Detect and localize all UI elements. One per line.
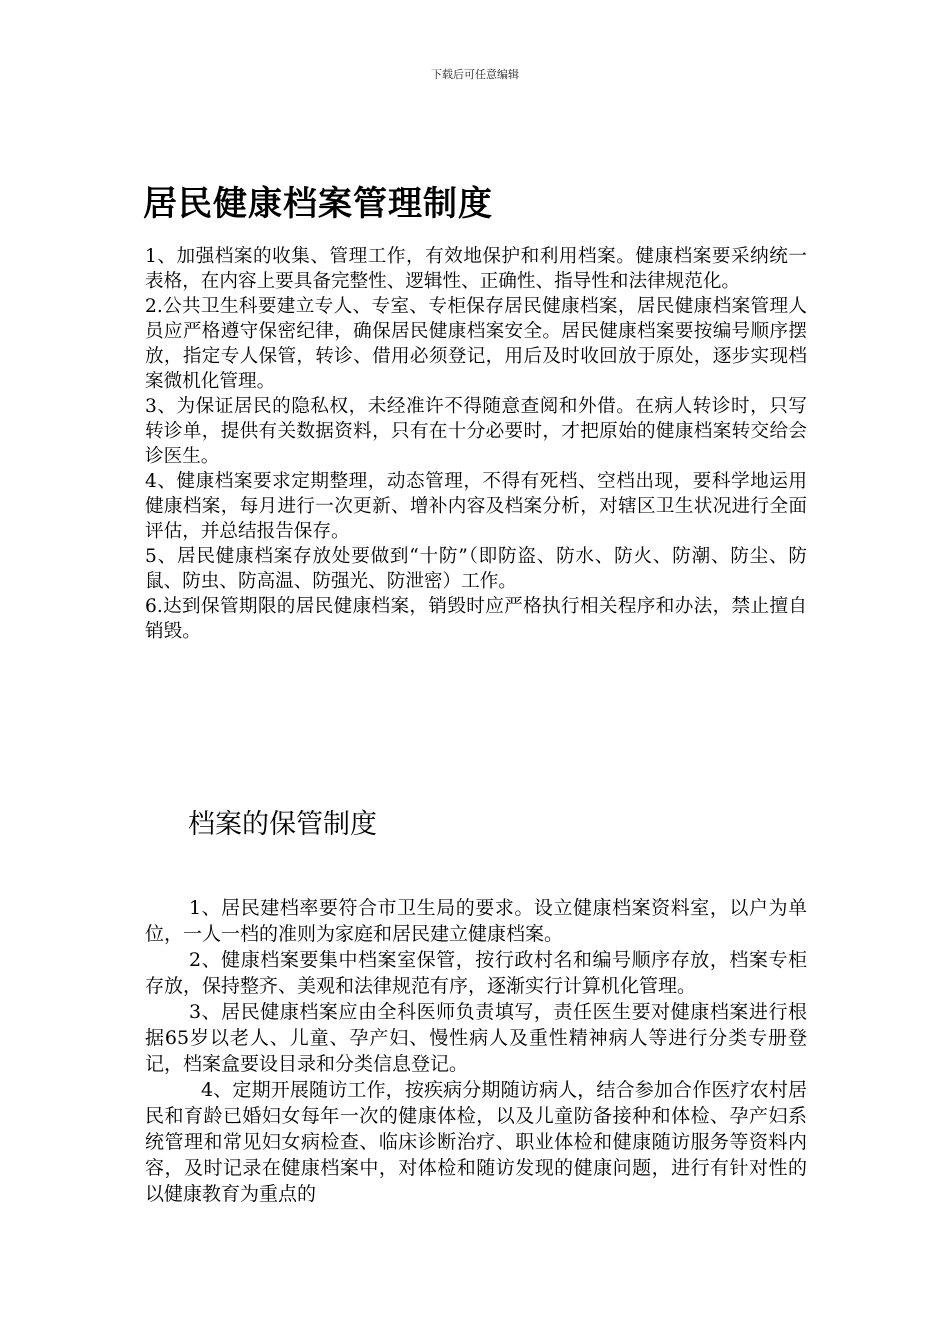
paragraph: 5、居民健康档案存放处要做到“十防”（即防盗、防水、防火、防潮、防尘、防鼠、防虫、防高温、防强光、防泄密）工作。 — [145, 546, 807, 592]
paragraph: 3、为保证居民的隐私权，未经准许不得随意查阅和外借。在病人转诊时，只写转诊单，提供有关数据资料，只有在十分必要时，才把原始的健康档案转交给会诊医生。 — [145, 396, 807, 467]
section-storage-rules — [145, 895, 807, 1207]
paragraph: 2.公共卫生科要建立专人、专室、专柜保存居民健康档案，居民健康档案管理人员应严格遵守保密纪律，确保居民健康档案安全。居民健康档案要按编号顺序摆放，指定专人保管，转诊、借用必须登记，用后及时收回放于原处，逐步实现档案微机化管理。 — [145, 296, 807, 392]
paragraph: 1、加强档案的收集、管理工作，有效地保护和利用档案。健康档案要采纳统一表格，在内容上要具备完整性、逻辑性、正确性、指导性和法律规范化。 — [145, 246, 807, 292]
paragraph: 4、健康档案要求定期整理，动态管理，不得有死档、空档出现，要科学地运用健康档案，每月进行一次更新、增补内容及档案分析，对辖区卫生状况进行全面评估，并总结报告保存。 — [145, 471, 807, 542]
paragraph: 2、健康档案要集中档案室保管，按行政村名和编号顺序存放，档案专柜存放，保持整齐、美观和法律规范有序，逐渐实行计算机化管理。 — [145, 949, 807, 997]
header-note: 下载后可任意编辑 — [431, 68, 519, 81]
section-management-rules — [145, 244, 807, 644]
paragraph: 4、定期开展随访工作，按疾病分期随访病人，结合参加合作医疗农村居民和育龄已婚妇女每年一次的健康体检，以及儿童防备接种和体检、孕产妇系统管理和常见妇女病检查、临床诊断治疗、职业体检和健康随访服务等资料内容，及时记录在健康档案中，对体检和随访发现的健康问题，进行有针对性的以健康教育为重点的 — [145, 1079, 807, 1205]
page-title: 居民健康档案管理制度 — [143, 184, 493, 224]
paragraph: 3、居民健康档案应由全科医师负责填写，责任医生要对健康档案进行根据65岁以老人、儿童、孕产妇、慢性病人及重性精神病人等进行分类专册登记，档案盒要设目录和分类信息登记。 — [145, 1001, 807, 1075]
paragraph: 1、居民建档率要符合市卫生局的要求。设立健康档案资料室，以户为单位，一人一档的准则为家庭和居民建立健康档案。 — [145, 897, 807, 945]
paragraph: 6.达到保管期限的居民健康档案，销毁时应严格执行相关程序和办法，禁止擅自销毁。 — [145, 596, 807, 642]
section-title: 档案的保管制度 — [188, 809, 377, 840]
